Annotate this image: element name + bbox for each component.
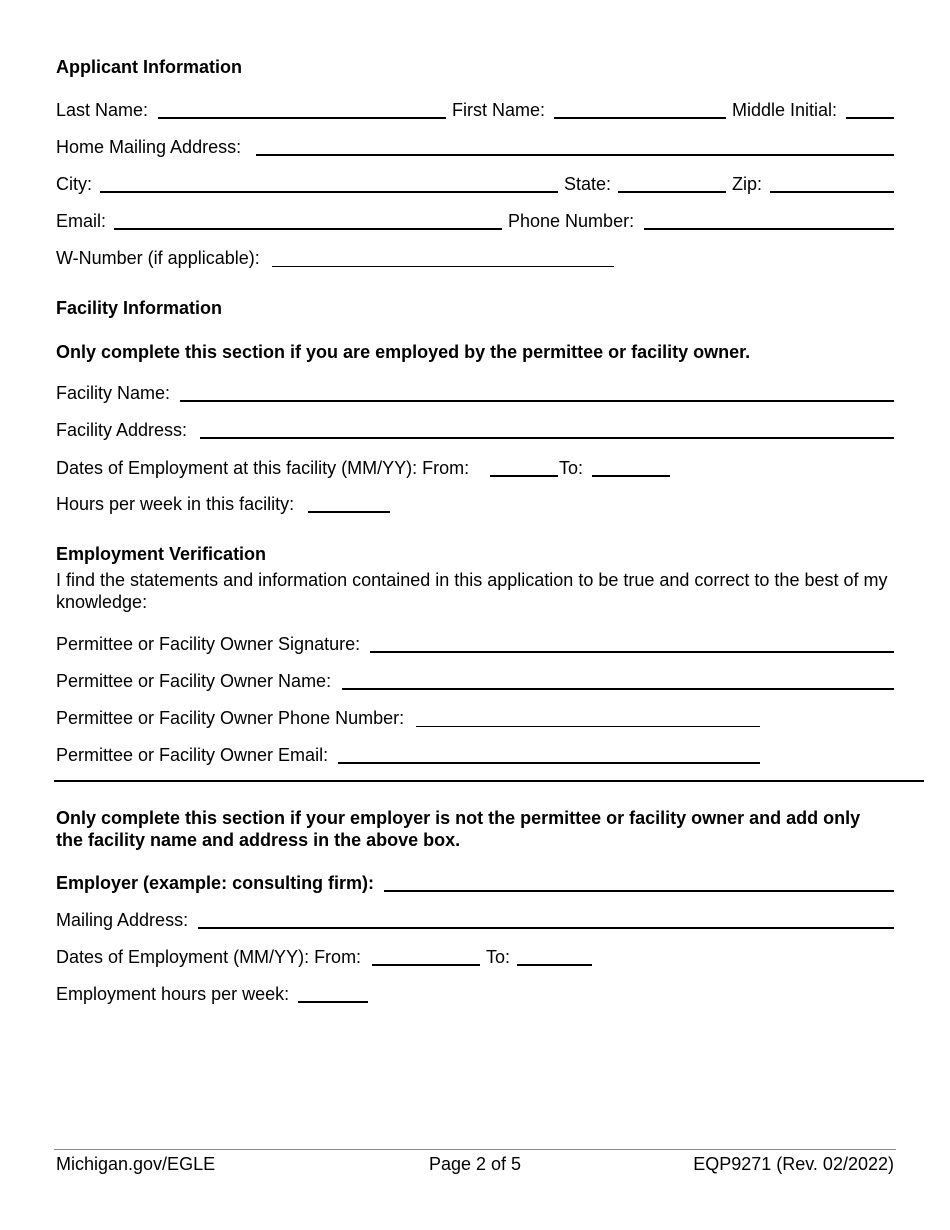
owner-phone-row [56, 706, 894, 730]
owner-signature-row [56, 632, 894, 656]
owner-email-label: Permittee or Facility Owner Email: [56, 745, 329, 765]
employer-dates-from-field[interactable] [372, 964, 480, 966]
facility-instruction: Only complete this section if you are employed by the permittee or facility owner. [56, 342, 751, 362]
middle-initial-field[interactable] [846, 117, 894, 119]
employer-dates-from-label: Dates of Employment (MM/YY): From: [56, 947, 362, 967]
employer-address-field[interactable] [198, 927, 894, 929]
facility-hours-row [56, 492, 894, 516]
home-address-field[interactable] [256, 154, 894, 156]
facility-dates-from-field[interactable] [490, 475, 558, 477]
last-name-field[interactable] [158, 117, 446, 119]
facility-name-field[interactable] [180, 400, 894, 402]
city-label: City: [56, 174, 92, 194]
owner-name-label: Permittee or Facility Owner Name: [56, 671, 332, 691]
verification-statement: I find the statements and information contained in this application to be true and correct to the best of my knowledge: [56, 570, 888, 612]
name-row [56, 98, 894, 122]
employer-dates-row [56, 945, 894, 969]
employer-hours-field[interactable] [298, 1001, 368, 1003]
state-field[interactable] [618, 191, 726, 193]
first-name-label: First Name: [452, 100, 546, 120]
facility-name-label: Facility Name: [56, 383, 171, 403]
employer-dates-to-field[interactable] [517, 964, 592, 966]
owner-phone-label: Permittee or Facility Owner Phone Number: [56, 708, 405, 728]
zip-label: Zip: [732, 174, 763, 194]
phone-field[interactable] [644, 228, 894, 230]
last-name-label: Last Name: [56, 100, 149, 120]
facility-dates-to-label: To: [559, 458, 584, 478]
facility-dates-from-label: Dates of Employment at this facility (MM/YY): From: [56, 458, 470, 478]
employer-label: Employer (example: consulting firm): [56, 873, 375, 893]
email-field[interactable] [114, 228, 502, 230]
employer-row [56, 871, 894, 895]
facility-dates-to-field[interactable] [592, 475, 670, 477]
facility-address-label: Facility Address: [56, 420, 188, 440]
facility-name-row [56, 381, 894, 405]
home-address-label: Home Mailing Address: [56, 137, 242, 157]
w-number-label: W-Number (if applicable): [56, 248, 260, 268]
city-row [56, 172, 894, 196]
owner-name-row [56, 669, 894, 693]
employer-address-label: Mailing Address: [56, 910, 189, 930]
footer-rule [54, 1149, 896, 1150]
zip-field[interactable] [770, 191, 894, 193]
applicant-heading: Applicant Information [56, 57, 242, 77]
email-row [56, 209, 894, 233]
footer-form-number: EQP9271 (Rev. 02/2022) [693, 1154, 894, 1174]
first-name-field[interactable] [554, 117, 726, 119]
employer-address-row [56, 908, 894, 932]
owner-phone-field[interactable] [416, 726, 760, 727]
footer-page-number: Page 2 of 5 [428, 1154, 522, 1174]
facility-dates-row [56, 456, 894, 480]
employer-hours-label: Employment hours per week: [56, 984, 290, 1004]
owner-email-row [56, 743, 894, 767]
facility-heading: Facility Information [56, 298, 223, 318]
city-field[interactable] [100, 191, 558, 193]
w-number-field[interactable] [272, 266, 614, 267]
facility-address-field[interactable] [200, 437, 894, 439]
employer-instruction: Only complete this section if your employer is not the permittee or facility owner and add only the facility name and address in the above box. [56, 808, 861, 850]
employer-field[interactable] [384, 890, 894, 892]
w-number-row [56, 246, 894, 270]
facility-address-row [56, 418, 894, 442]
employer-hours-row [56, 982, 894, 1006]
home-address-row [56, 135, 894, 159]
section-divider [54, 780, 924, 782]
owner-name-field[interactable] [342, 688, 894, 690]
email-label: Email: [56, 211, 107, 231]
verification-heading: Employment Verification [56, 544, 267, 564]
facility-hours-field[interactable] [308, 511, 390, 513]
owner-email-field[interactable] [338, 762, 760, 764]
facility-hours-label: Hours per week in this facility: [56, 494, 295, 514]
phone-label: Phone Number: [508, 211, 635, 231]
owner-signature-label: Permittee or Facility Owner Signature: [56, 634, 361, 654]
middle-initial-label: Middle Initial: [732, 100, 838, 120]
footer-website: Michigan.gov/EGLE [56, 1154, 216, 1174]
state-label: State: [564, 174, 612, 194]
employer-dates-to-label: To: [486, 947, 511, 967]
owner-signature-field[interactable] [370, 651, 894, 653]
